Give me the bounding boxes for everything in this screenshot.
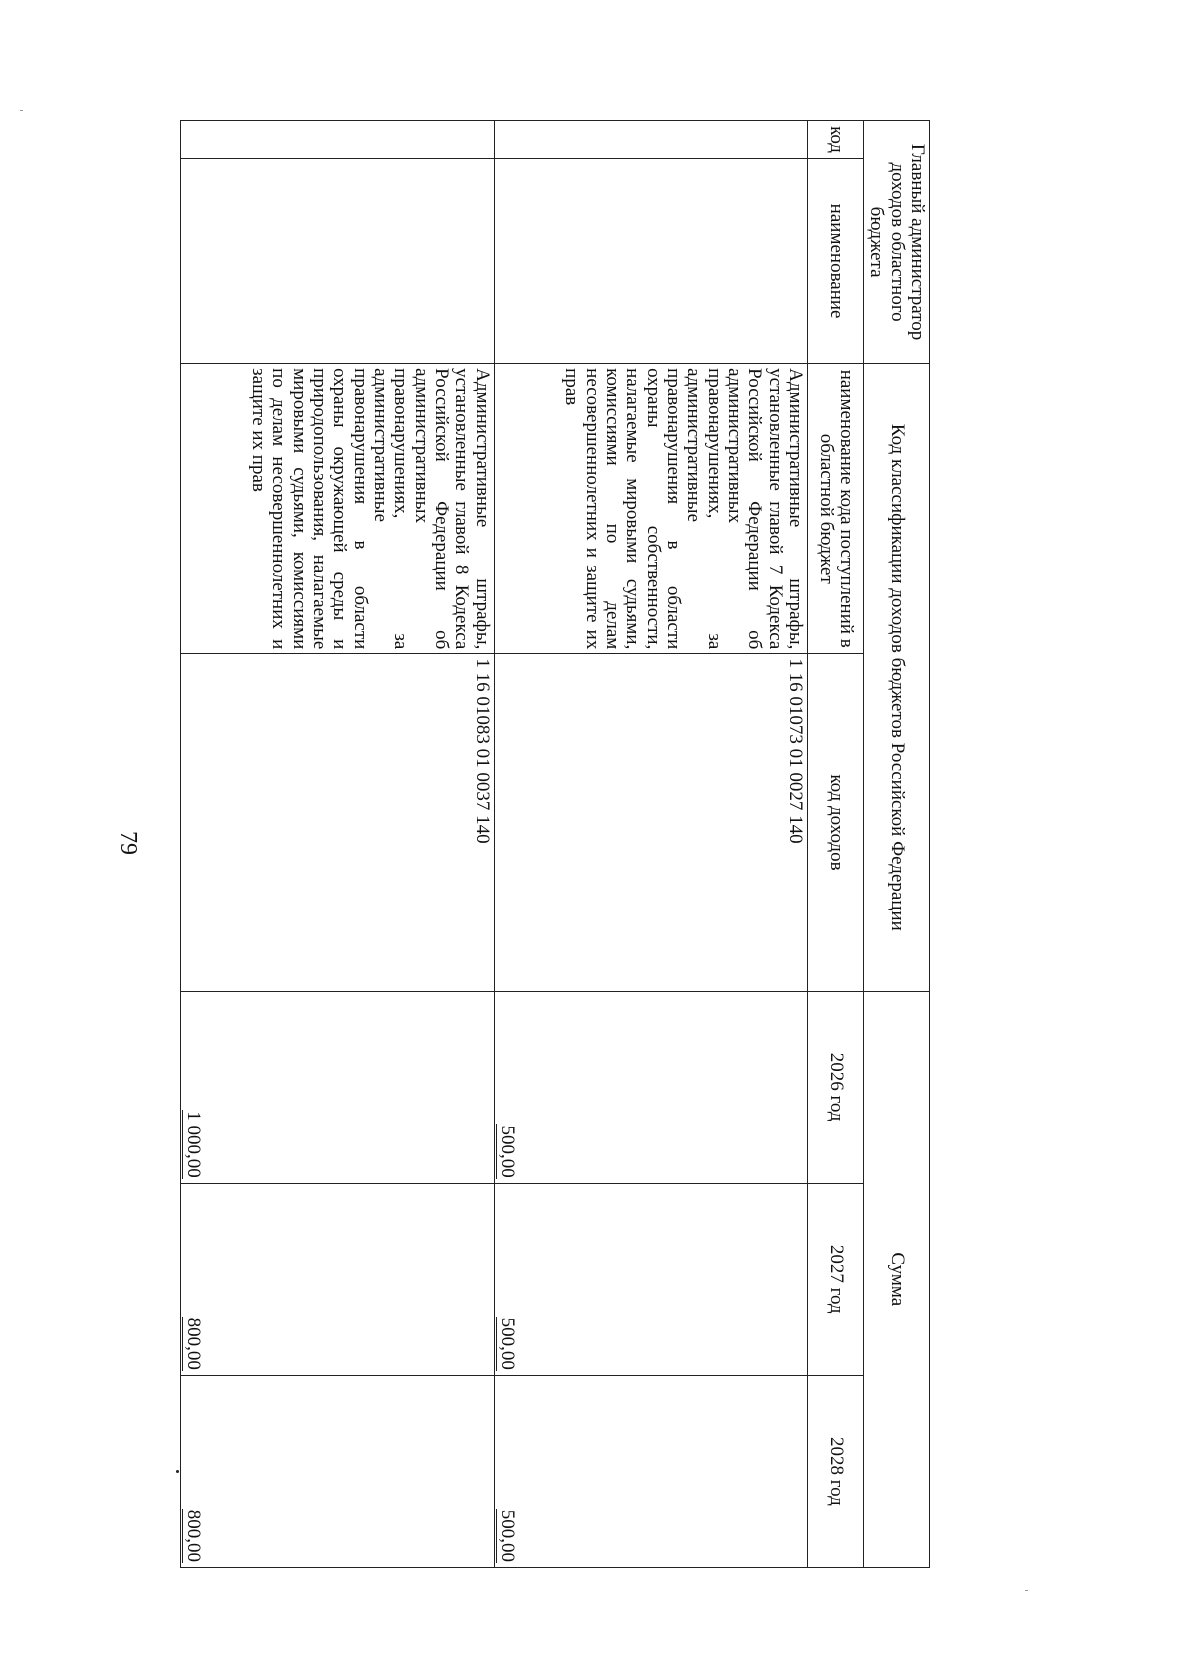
page-number: 79 [115, 831, 141, 855]
header-classification-group: Код классификации доходов бюджетов Российской Федерации [864, 364, 930, 991]
budget-income-table [180, 120, 930, 1568]
row-sum-2027: 800,00 [181, 1183, 495, 1375]
header-name: наименование [808, 159, 864, 364]
row-sum-2027: 500,00 [494, 1183, 808, 1375]
header-year-2026: 2026 год [808, 991, 864, 1183]
header-income-name: наименование кода поступлений в областной бюджет [808, 364, 864, 654]
header-sum-group: Сумма [864, 991, 930, 1567]
row-income-name: Административные штрафы, установленные главой 7 Кодекса Российской Федерации об административных правонарушениях, за административные правонарушения в области охраны собственности, налагаемые мировыми судьями, комиссиями по делам несовершеннолетних и защите их прав [494, 364, 808, 654]
row-income-code: 1 16 01073 01 0027 140 [494, 654, 808, 991]
row-code [494, 121, 808, 159]
header-code: код [808, 121, 864, 159]
row-name [181, 159, 495, 364]
scan-mark [1025, 1590, 1028, 1591]
table-row [181, 121, 495, 1568]
header-year-2028: 2028 год [808, 1375, 864, 1567]
rotated-page-frame [180, 120, 930, 1568]
row-sum-2028: 500,00 [494, 1375, 808, 1567]
row-income-code: 1 16 01083 01 0037 140 [181, 654, 495, 991]
scan-mark [20, 110, 23, 111]
header-admin-group: Главный администратор доходов областного бюджета [864, 121, 930, 364]
row-sum-2026: 500,00 [494, 991, 808, 1183]
row-sum-2026: 1 000,00 [181, 991, 495, 1183]
table-row [494, 121, 808, 1568]
row-code [181, 121, 495, 159]
row-name [494, 159, 808, 364]
row-income-name: Административные штрафы, установленные главой 8 Кодекса Российской Федерации об административных правонарушениях, за административные правонарушения в области охраны окружающей среды и природопользования, налагаемые мировыми судьями, комиссиями по делам несовершеннолетних и защите их прав [181, 364, 495, 654]
scan-dot [176, 1470, 179, 1473]
header-income-code: код доходов [808, 654, 864, 991]
row-sum-2028: 800,00 [181, 1375, 495, 1567]
header-year-2027: 2027 год [808, 1183, 864, 1375]
